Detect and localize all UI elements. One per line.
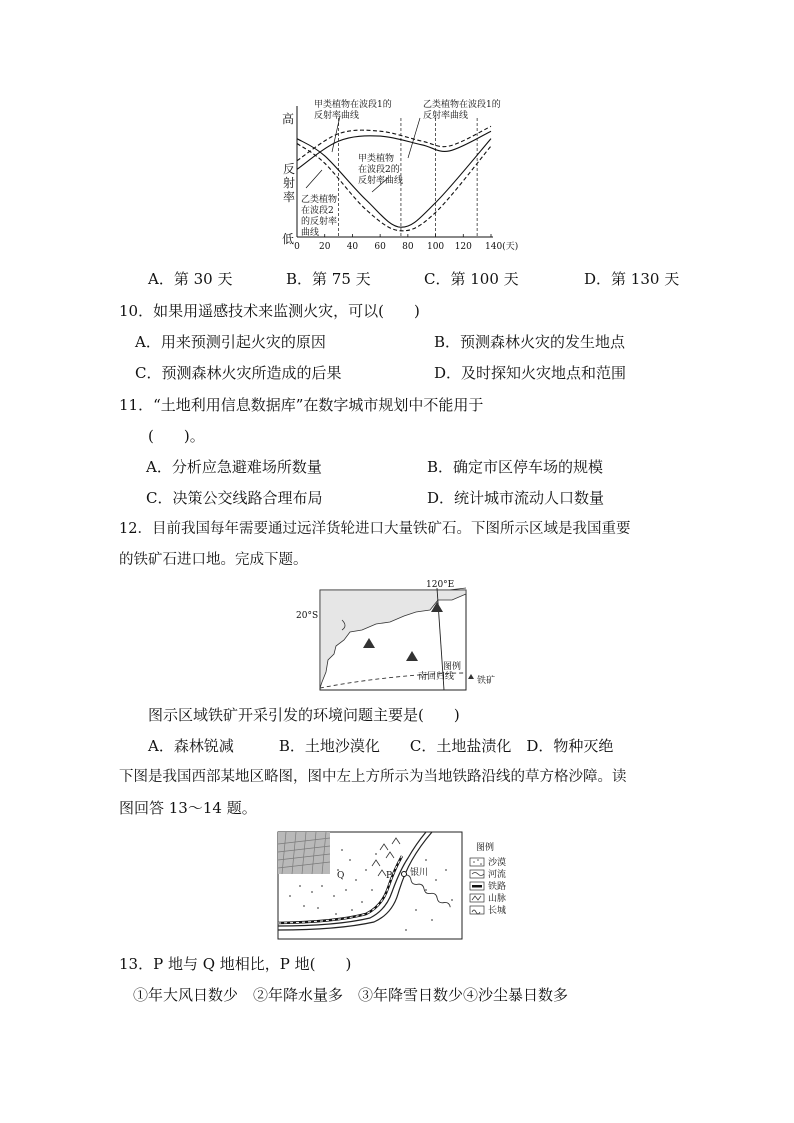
- q11-stem-cont: ( )。: [148, 427, 205, 445]
- q9-option-c: C．第 100 天: [424, 270, 519, 288]
- annot-yi-b2-line2: 在波段2: [301, 206, 334, 216]
- map2-legend-railway: 铁路: [488, 882, 507, 892]
- map1-legend-item: 铁矿: [477, 676, 496, 686]
- map2-legend-desert: 沙漠: [488, 858, 507, 868]
- q11-option-c: C．决策公交线路合理布局: [146, 489, 323, 507]
- intro13-line1: 下图是我国西部某地区略图，图中左上方所示为当地铁路沿线的草方格沙障。读: [119, 769, 627, 785]
- annot-jia-b2-line2: 在波段2的: [358, 165, 400, 175]
- legend-iron-ore-icon: [468, 674, 474, 679]
- map2-city-label: 银川: [410, 868, 429, 878]
- q11-option-a: A．分析应急避难场所数量: [146, 458, 322, 476]
- chart-xtick-label-1: 20: [318, 242, 331, 252]
- map1-lon-label: 120°E: [426, 580, 455, 590]
- chart-xtick-label-6: 120: [454, 242, 472, 252]
- q10-option-c: C．预测森林火灾所造成的后果: [135, 364, 342, 382]
- chart-xtick-label-5: 100: [426, 242, 445, 252]
- map2-label-p: P: [386, 871, 393, 881]
- annot-jia-b2-line1: 甲类植物: [358, 154, 395, 164]
- map2-label-q: Q: [337, 871, 345, 881]
- q12-question: 图示区域铁矿开采引发的环境问题主要是( ): [148, 706, 460, 724]
- q13-options: ①年大风日数少 ②年降水量多 ③年降雪日数少④沙尘暴日数多: [133, 986, 569, 1004]
- q10-stem: 10．如果用遥感技术来监测火灾，可以( ): [119, 302, 420, 320]
- map1-tropic-label: 南回归线: [418, 672, 455, 682]
- map2-legend-wall: 长城: [488, 906, 507, 916]
- y-axis-label: 反射率: [283, 162, 296, 204]
- y-low-label: 低: [282, 232, 295, 246]
- q13-stem: 13．P 地与 Q 地相比，P 地( ): [119, 955, 352, 973]
- chart-xtick-label-0: 0: [294, 242, 300, 252]
- q9-option-d: D．第 130 天: [584, 270, 680, 288]
- y-high-label: 高: [282, 112, 295, 126]
- chart-xtick-label-7: 140(天): [485, 242, 519, 252]
- q10-option-a: A．用来预测引起火灾的原因: [135, 333, 326, 351]
- chart-xtick-label-2: 40: [346, 242, 359, 252]
- annot-yi-b2-line1: 乙类植物: [301, 195, 338, 205]
- map2-legend-mountain: 山脉: [488, 894, 507, 904]
- sand-barrier-photo: [278, 832, 330, 874]
- annot-yi-b2-line3: 的反射率: [301, 217, 338, 227]
- chart-xtick-label-3: 60: [374, 242, 386, 252]
- q11-stem: 11．“土地利用信息数据库”在数字城市规划中不能用于: [119, 396, 484, 414]
- yinchuan-marker: [402, 872, 407, 877]
- chart-xtick-label-4: 80: [402, 242, 414, 252]
- q10-option-b: B．预测森林火灾的发生地点: [434, 333, 626, 351]
- legend-railway-icon: [472, 885, 482, 888]
- q12-stem-line1: 12．目前我国每年需要通过远洋货轮进口大量铁矿石。下图所示区域是我国重要: [119, 521, 631, 537]
- q11-option-b: B．确定市区停车场的规模: [427, 458, 604, 476]
- q12-options: A．森林锐减 B．土地沙漠化 C．土地盐渍化 D．物种灭绝: [148, 737, 614, 755]
- q10-option-d: D．及时探知火灾地点和范围: [434, 364, 627, 382]
- chart-leader-yi-b1: [408, 118, 420, 158]
- annot-jia-b2-line3: 反射率曲线: [358, 176, 404, 186]
- chart-leader-yi-b2: [306, 170, 322, 188]
- intro13-line2: 图回答 13～14 题。: [119, 799, 257, 817]
- q9-option-b: B．第 75 天: [286, 270, 371, 288]
- q9-option-a: A．第 30 天: [148, 270, 233, 288]
- annot-jia-b1-line2: 反射率曲线: [314, 111, 360, 121]
- q11-option-d: D．统计城市流动人口数量: [427, 489, 605, 507]
- annot-yi-b1-line1: 乙类植物在波段1的: [423, 100, 501, 110]
- annot-yi-b2-line4: 曲线: [301, 228, 320, 238]
- q12-stem-line2: 的铁矿石进口地。完成下题。: [119, 552, 308, 568]
- annot-jia-b1-line1: 甲类植物在波段1的: [314, 100, 392, 110]
- map1-lat-label: 20°S: [296, 611, 319, 621]
- map1-legend-title: 图例: [443, 662, 462, 672]
- map2-legend-river: 河流: [488, 870, 507, 880]
- annot-yi-b1-line2: 反射率曲线: [423, 111, 469, 121]
- map2-legend-title: 图例: [476, 843, 495, 853]
